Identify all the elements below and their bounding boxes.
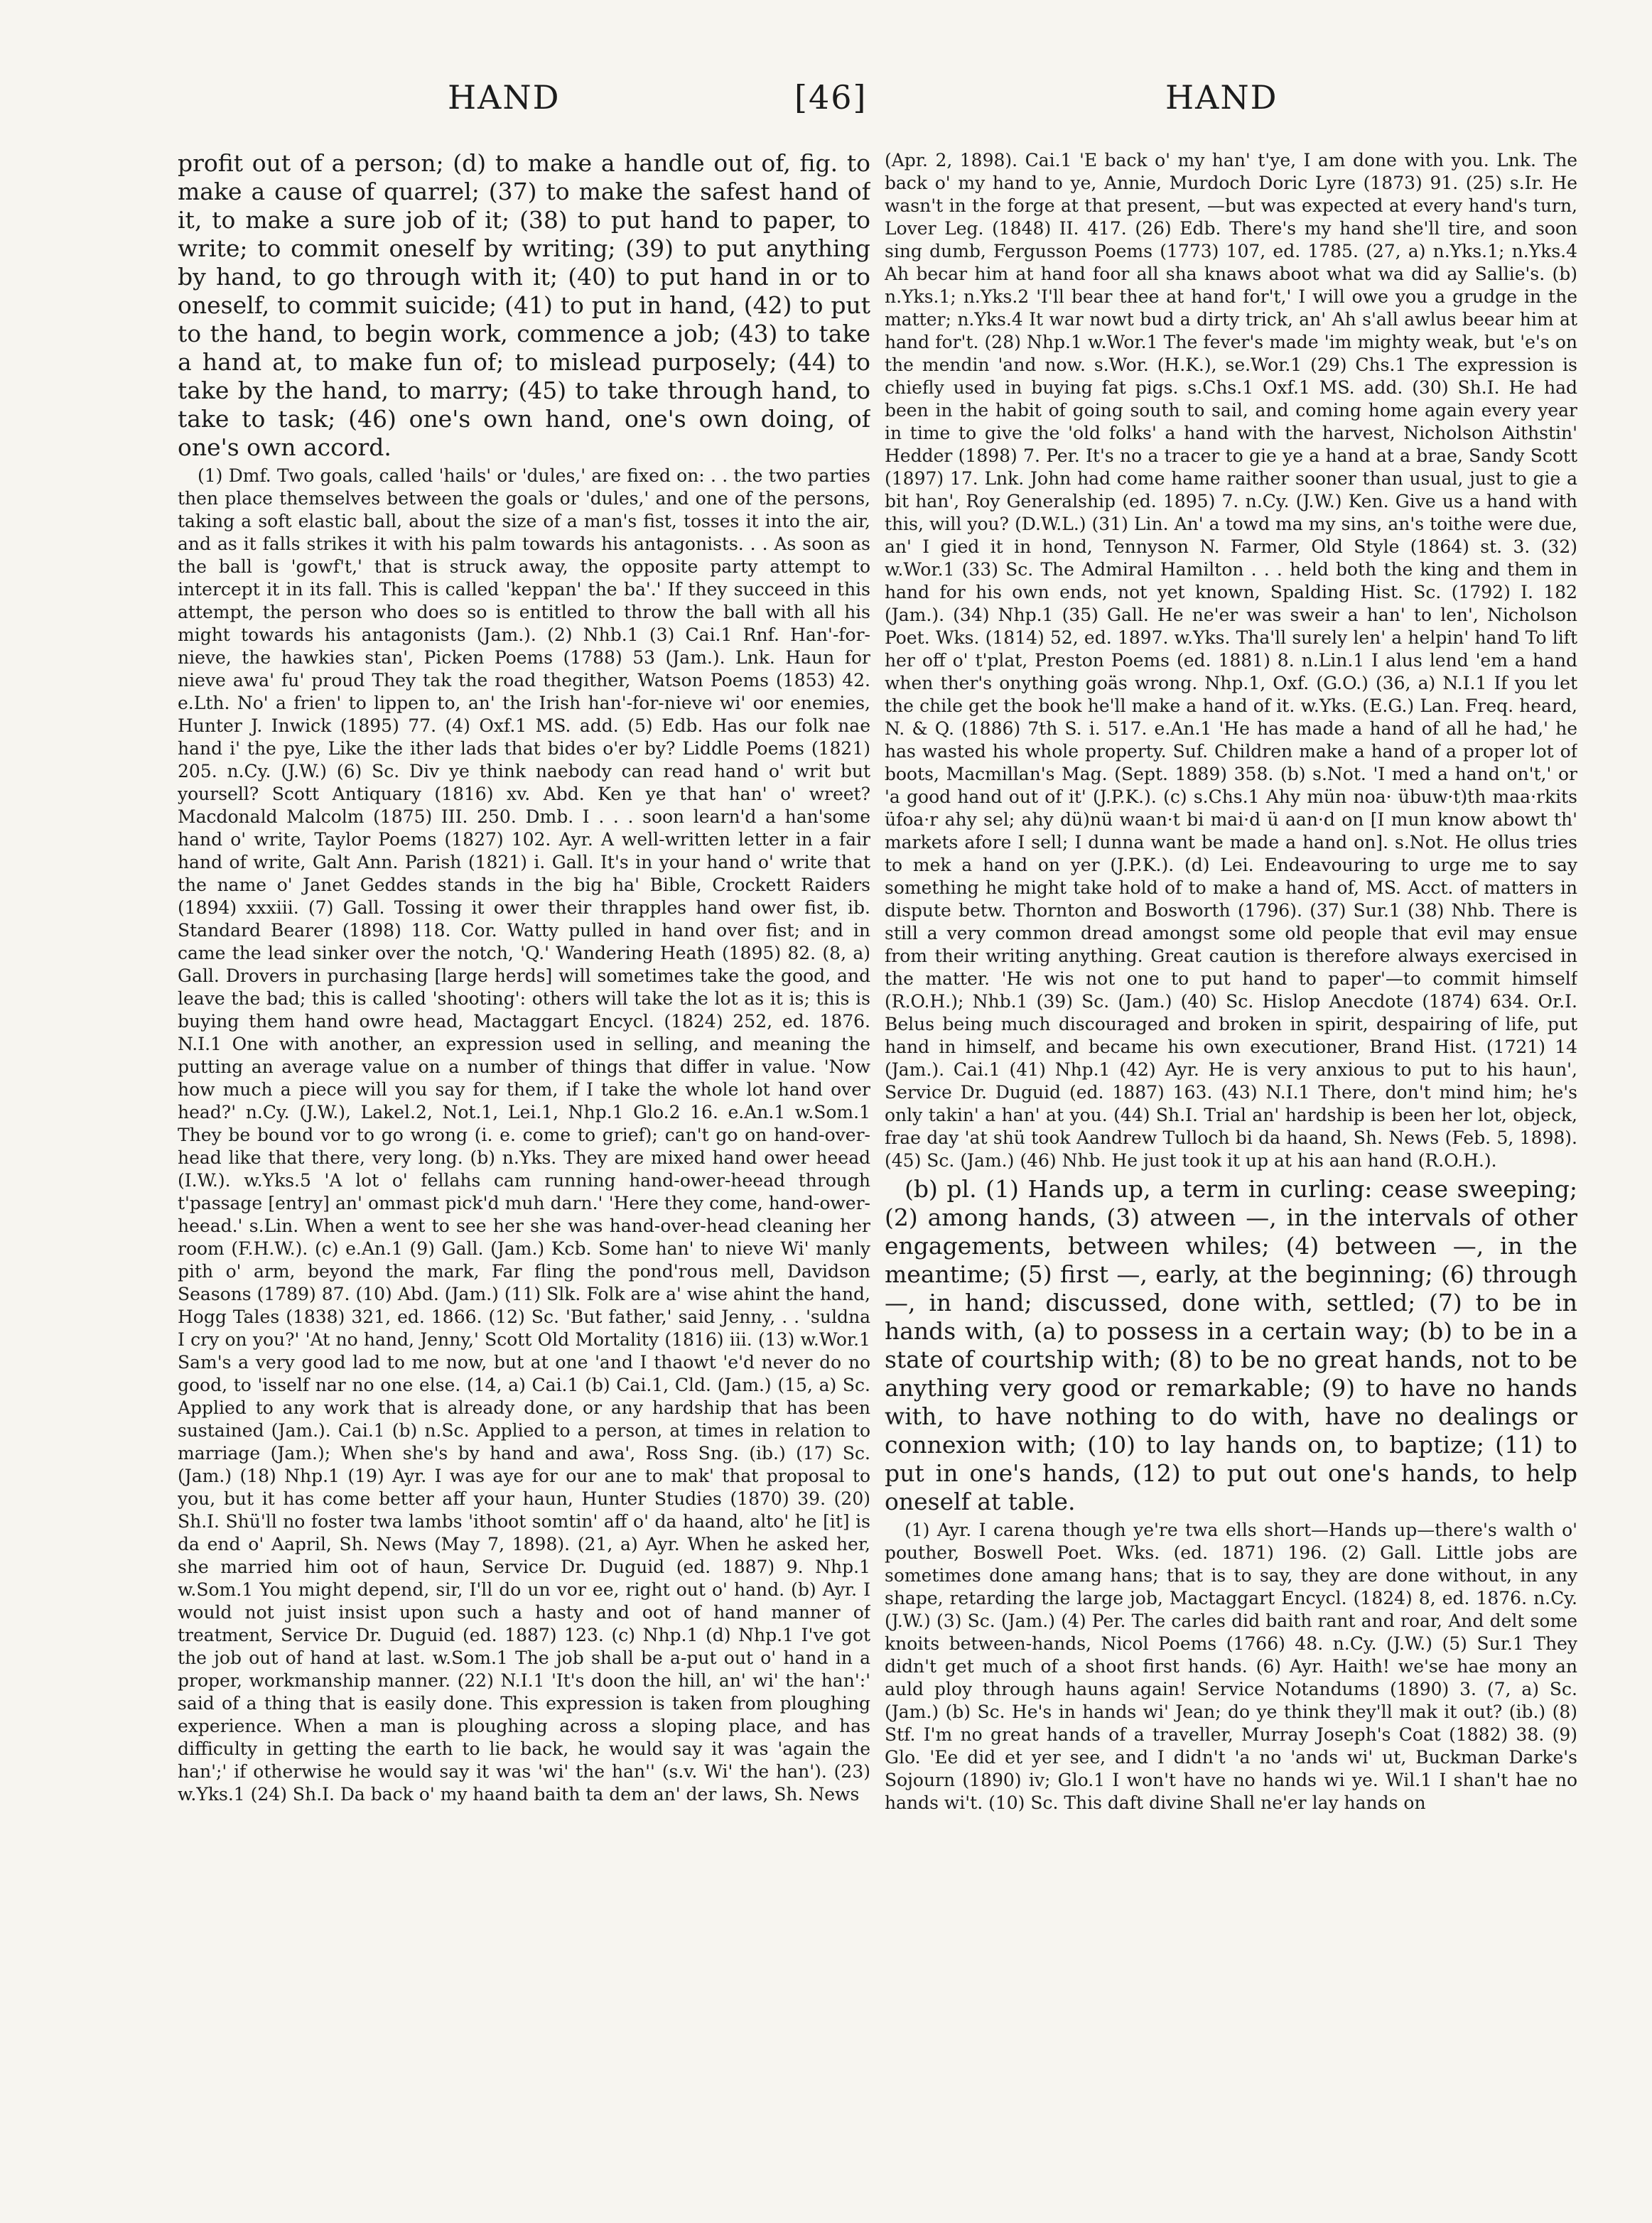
quotations-paragraph: (1) Dmf. Two goals, called 'hails' or 'dules,' are fixed on: . . the two parties then place themselves between the goals or 'dules,' and one of the persons, taking a soft elastic ball, about the size of a man's fist, tosses it into the air, and as it falls strikes it with his palm towards his antagonists. . . As soon as the ball is 'gowf't,' that is struck away, the opposite party attempt to intercept it in its fall. This is called 'keppan' the ba'.' If they succeed in this attempt, the person who does so is entitled to throw the ball with all his might towards his antagonists (Jam.). (2) Nhb.1 (3) Cai.1 Rnf. Han'-for-nieve, the hawkies stan', Picken Poems (1788) 53 (Jam.). Lnk. Haun for nieve awa' fu' proud They tak the road thegither, Watson Poems (1853) 42. e.Lth. No' a frien' to lippen to, an' the Irish han'-for-nieve wi' oor enemies, Hunter J. Inwick (1895) 77. (4) Oxf.1 MS. add. (5) Edb. Has our folk nae hand i' the pye, Like the ither lads that bides o'er by? Liddle Poems (1821) 205. n.Cy. (J.W.) (6) Sc. Div ye think naebody can read hand o' writ but yoursell? Scott Antiquary (1816) xv. Abd. Ken ye that han' o' wreet? Macdonald Malcolm (1875) III. 250. Dmb. I . . . soon learn'd a han'some hand o' write, Taylor Poems (1827) 102. Ayr. A well-written letter in a fair hand of write, Galt Ann. Parish (1821) i. Gall. It's in your hand o' write that the name o' Janet Geddes stands in the big ha' Bible, Crockett Raiders (1894) xxxiii. (7) Gall. Tossing it ower their thrapples hand ower fist, ib. Standard Bearer (1898) 118. Cor. Watty pulled in hand over fist; and in came the lead sinker over the notch, 'Q.' Wandering Heath (1895) 82. (8, a) Gall. Drovers in purchasing [large herds] will sometimes take the good, and leave the bad; this is called 'shooting': others will take the lot as it is; this is buying them hand owre head, Mactaggart Encycl. (1824) 252, ed. 1876. N.I.1 One with another, an expression used in selling, and meaning the putting an average value on a number of things that differ in value. 'Now how much a piece will you say for them, if I take the whole lot hand over head?' n.Cy. (J.W.), Lakel.2, Not.1, Lei.1, Nhp.1 Glo.2 16. e.An.1 w.Som.1 They be bound vor to go wrong (i. e. come to grief); can't go on hand-over-head like that there, very long. (b) n.Yks. They are mixed hand ower heead (I.W.). w.Yks.5 'A lot o' fellahs cam running hand-ower-heead through t'passage [entry] an' ommast pick'd muh darn.' 'Here they come, hand-ower-heead.' s.Lin. When a went to see her she was hand-over-head cleaning her room (F.H.W.). (c) e.An.1 (9) Gall. (Jam.) Kcb. Some han' to nieve Wi' manly pith o' arm, beyond the mark, Far fling the pond'rous mell, Davidson Seasons (1789) 87. (10) Abd. (Jam.) (11) Slk. Folk are a' wise ahint the hand, Hogg Tales (1838) 321, ed. 1866. (12) Sc. 'But father,' said Jenny, . . 'suldna I cry on you?' 'At no hand, Jenny,' Scott Old Mortality (1816) iii. (13) w.Wor.1 Sam's a very good lad to me now, but at one 'and I thaowt 'e'd never do no good, to 'isself nar no one else. (14, a) Cai.1 (b) Cai.1, Cld. (Jam.) (15, a) Sc. Applied to any work that is already done, or any hardship that has been sustained (Jam.). Cai.1 (b) n.Sc. Applied to a person, at times in relation to marriage (Jam.); When she's by hand and awa', Ross Sng. (ib.) (17) Sc. (Jam.) (18) Nhp.1 (19) Ayr. I was aye for our ane to mak' that proposal to you, but it has come better aff your haun, Hunter Studies (1870) 39. (20) Sh.I. Shü'll no foster twa lambs 'ithoot somtin' aff o' da haand, alto' he [it] is da end o' Aapril, Sh. News (May 7, 1898). (21, a) Ayr. When he asked her, she married him oot of haun, Service Dr. Duguid (ed. 1887) 9. Nhp.1 w.Som.1 You might depend, sir, I'll do un vor ee, right out o' hand. (b) Ayr. I would not juist insist upon such a hasty and oot of hand manner of treatment, Service Dr. Duguid (ed. 1887) 123. (c) Nhp.1 (d) Nhp.1 I've got the job out of hand at last. w.Som.1 The job shall be a-put out o' hand in a proper, workmanship manner. (22) N.I.1 'It's doon the hill, an' wi' the han':' said of a thing that is easily done. This expression is taken from ploughing experience. When a man is ploughing across a sloping place, and has difficulty in getting the earth to lie back, he would say it was 'again the han';' if otherwise he would say it was 'wi' the han'' (s.v. Wi' the han'). (23) w.Yks.1 (24) Sh.I. Da back o' my haand baith ta dem an' der laws, Sh. News: [178, 465, 870, 1805]
header-right-headword: HAND: [1165, 78, 1278, 117]
quotations-continued-paragraph: (Apr. 2, 1898). Cai.1 'E back o' my han' t'ye, I am done with you. Lnk. The back o' my hand to ye, Annie, Murdoch Doric Lyre (1873) 91. (25) s.Ir. He wasn't in the forge at that present, —but was expected at every hand's turn, Lover Leg. (1848) II. 417. (26) Edb. There's my hand she'll tire, and soon sing dumb, Fergusson Poems (1773) 107, ed. 1785. (27, a) n.Yks.1; n.Yks.4 Ah becar him at hand foor all sha knaws aboot what wa did ay Sallie's. (b) n.Yks.1; n.Yks.2 'I'll bear thee at hand for't,' I will owe you a grudge in the matter; n.Yks.4 It war nowt bud a dirty trick, an' Ah s'all awlus beear him at hand for't. (28) Nhp.1 w.Wor.1 The fever's made 'im mighty weak, but 'e's on the mendin 'and now. s.Wor. (H.K.), se.Wor.1 (29) Chs.1 The expression is chiefly used in buying fat pigs. s.Chs.1 Oxf.1 MS. add. (30) Sh.I. He had been in the habit of going south to sail, and coming home again every year in time to give the 'old folks' a hand with the harvest, Nicholson Aithstin' Hedder (1898) 7. Per. It's no a tracer to gie ye a hand at a brae, Sandy Scott (1897) 17. Lnk. John had come hame raither sooner than usual, just to gie a bit han', Roy Generalship (ed. 1895) 7. n.Cy. (J.W.) Ken. Give us a hand with this, will you? (D.W.L.) (31) Lin. An' a towd ma my sins, an's toithe were due, an' I gied it in hond, Tennyson N. Farmer, Old Style (1864) st. 3. (32) w.Wor.1 (33) Sc. The Admiral Hamilton . . . held both the king and them in hand for his own ends, not yet known, Spalding Hist. Sc. (1792) I. 182 (Jam.). (34) Nhp.1 (35) Gall. He ne'er was sweir a han' to len', Nicholson Poet. Wks. (1814) 52, ed. 1897. w.Yks. Tha'll surely len' a helpin' hand To lift her off o' t'plat, Preston Poems (ed. 1881) 8. n.Lin.1 I alus lend 'em a hand when ther's onything goäs wrong. Nhp.1, Oxf. (G.O.) (36, a) N.I.1 If you let the chile get the book he'll make a hand of it. w.Yks. (E.G.) Lan. Freq. heard, N. & Q. (1886) 7th S. i. 517. e.An.1 'He has made a hand of all he had,' he has wasted his whole property. Suf. Children make a hand of a proper lot of boots, Macmillan's Mag. (Sept. 1889) 358. (b) s.Not. 'I med a hand on't,' or 'a good hand out of it' (J.P.K.). (c) s.Chs.1 Ahy mün noa· übuw·t)th maa·rkits üfoa·r ahy sel; ahy dü)nü waan·t bi mai·d ü aan·d on [I mun know abowt th' markets afore I sell; I dunna want be made a hand on]. s.Not. He ollus tries to mek a hand on yer (J.P.K.). (d) Lei. Endeavouring to urge me to say something he might take hold of to make a hand of, MS. Acct. of matters in dispute betw. Thornton and Bosworth (1796). (37) Sur.1 (38) Nhb. There is still a very common dread amongst some old people that evil may ensue from their writing anything. Great caution is therefore always exercised in the matter. 'He wis not one to put hand to paper'—to commit himself (R.O.H.); Nhb.1 (39) Sc. (Jam.) (40) Sc. Hislop Anecdote (1874) 634. Or.I. Belus being much discouraged and broken in spirit, despairing of life, put hand in himself, and became his own executioner, Brand Hist. (1721) 14 (Jam.). Cai.1 (41) Nhp.1 (42) Ayr. He is very anxious to put to his haun', Service Dr. Duguid (ed. 1887) 163. (43) N.I.1 There, don't mind him; he's only takin' a han' at you. (44) Sh.I. Trial an' hardship is been her lot, objeck, frae day 'at shü took Aandrew Tulloch bi da haand, Sh. News (Feb. 5, 1898). (45) Sc. (Jam.) (46) Nhb. He just took it up at his aan hand (R.O.H.).: [885, 150, 1577, 1171]
right-column: [885, 149, 1577, 2202]
left-column: [178, 149, 870, 2202]
definitions-paragraph: profit out of a person; (d) to make a handle out of, fig. to make a cause of quarrel; (37) to make the safest hand of it, to make a sure job of it; (38) to put hand to paper, to write; to commit oneself by writing; (39) to put anything by hand, to go through with it; (40) to put hand in or to oneself, to commit suicide; (41) to put in hand, (42) to put to the hand, to begin work, commence a job; (43) to take a hand at, to make fun of; to mislead purposely; (44) to take by the hand, to marry; (45) to take through hand, to take to task; (46) one's own hand, one's own doing, of one's own accord.: [178, 149, 870, 461]
running-header: [0, 78, 1652, 128]
header-left-headword: HAND: [448, 78, 561, 117]
plural-quotations-paragraph: (1) Ayr. I carena though ye're twa ells short—Hands up—there's walth o' pouther, Boswell Poet. Wks. (ed. 1871) 196. (2) Gall. Little jobs are sometimes done amang hans; that is to say, they are done without, in any shape, retarding the large job, Mactaggart Encycl. (1824) 8, ed. 1876. n.Cy. (J.W.) (3) Sc. (Jam.) (4) Per. The carles did baith rant and roar, And delt some knoits between-hands, Nicol Poems (1766) 48. n.Cy. (J.W.) (5) Sur.1 They didn't get much of a shoot first hands. (6) Ayr. Haith! we'se hae mony an auld ploy through hauns again! Service Notandums (1890) 3. (7, a) Sc. (Jam.) (b) Sc. He's in hands wi' Jean; do ye think they'll mak it out? (ib.) (8) Stf. I'm no great hands of a traveller, Murray Joseph's Coat (1882) 38. (9) Glo. 'Ee did et yer see, and I didn't 'a no 'ands wi' ut, Buckman Darke's Sojourn (1890) iv; Glo.1 I won't have no hands wi ye. Wil.1 I shan't hae no hands wi't. (10) Sc. This daft divine Shall ne'er lay hands on: [885, 1520, 1577, 1813]
plural-definitions-paragraph: (b) pl. (1) Hands up, a term in curling: cease sweeping; (2) among hands, (3) atween —, in the intervals of other engagements, between whiles; (4) between —, in the meantime; (5) first —, early, at the beginning; (6) through —, in hand; discussed, done with, settled; (7) to be in hands with, (a) to possess in a certain way; (b) to be in a state of courtship with; (8) to be no great hands, not to be anything very good or remarkable; (9) to have no hands with, to have nothing to do with, have no dealings or connexion with; (10) to lay hands on, to baptize; (11) to put in one's hands, (12) to put out one's hands, to help oneself at table.: [885, 1175, 1577, 1515]
page-number: [46]: [794, 78, 868, 117]
